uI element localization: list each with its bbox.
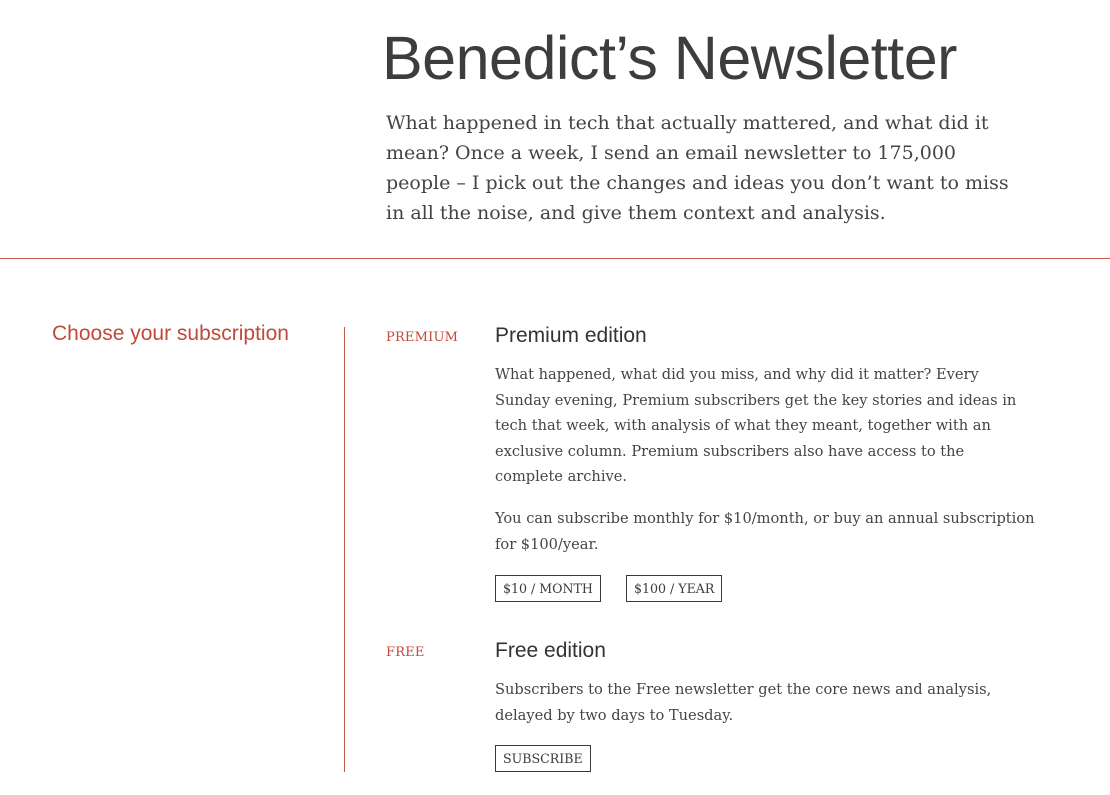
- section-divider: [344, 327, 345, 772]
- newsletter-intro: What happened in tech that actually mattered, and what did it mean? Once a week, I send an email newsletter to 175,000 people – I pick out the changes and ideas you don’t want to miss in all the noise, and give them context and analysis.: [386, 112, 1009, 224]
- monthly-subscribe-button[interactable]: $10 / MONTH: [495, 575, 601, 602]
- premium-description: What happened, what did you miss, and why did it matter? Every Sunday evening, Premium subscribers get the key stories and ideas in tech that week, with analysis of what they meant, together with an exclusive column. Premium subscribers also have access to the complete archive.: [495, 366, 1017, 485]
- free-subscribe-button[interactable]: SUBSCRIBE: [495, 745, 591, 772]
- premium-pricing: You can subscribe monthly for $10/month, or buy an annual subscription for $100/year.: [495, 510, 1035, 553]
- free-description: Subscribers to the Free newsletter get the core news and analysis, delayed by two days to Tuesday.: [495, 681, 992, 724]
- newsletter-header: [0, 0, 1110, 259]
- premium-tag: PREMIUM: [386, 330, 459, 345]
- page-title: Benedict’s Newsletter: [382, 24, 957, 92]
- premium-title: Premium edition: [495, 324, 647, 347]
- free-title: Free edition: [495, 639, 606, 662]
- subscription-heading: Choose your subscription: [52, 322, 289, 345]
- free-tag: FREE: [386, 645, 425, 660]
- annual-subscribe-button[interactable]: $100 / YEAR: [626, 575, 722, 602]
